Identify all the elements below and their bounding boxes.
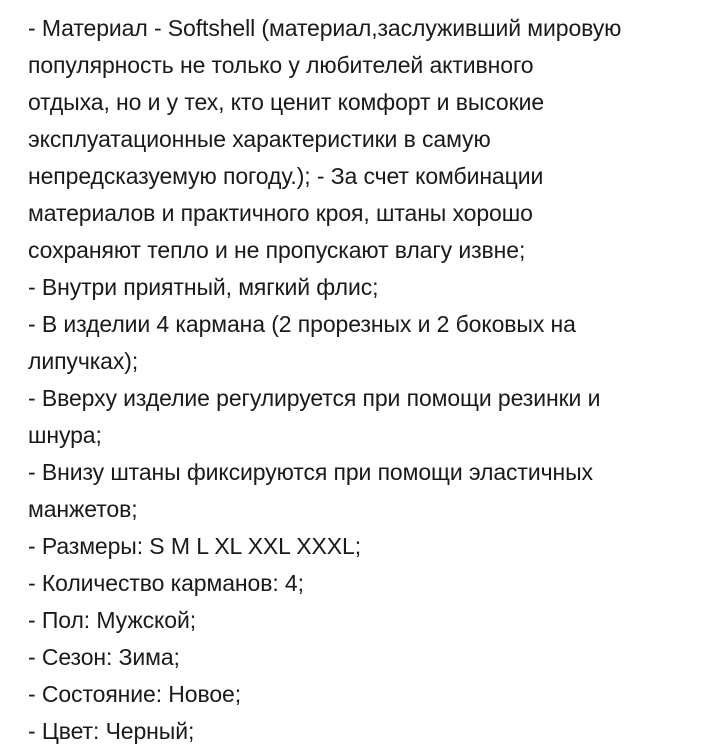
description-line: материалов и практичного кроя, штаны хорошо: [28, 200, 533, 226]
description-line: - Цвет: Черный;: [28, 718, 195, 744]
description-line: - Внутри приятный, мягкий флис;: [28, 274, 379, 300]
description-line: - Количество карманов: 4;: [28, 570, 304, 596]
description-line: непредсказуемую погоду.); - За счет комбинации: [28, 163, 544, 189]
description-line: сохраняют тепло и не пропускают влагу извне;: [28, 237, 526, 263]
description-line: - Размеры: S M L XL XXL XXXL;: [28, 533, 362, 559]
description-line: - Пол: Мужской;: [28, 607, 196, 633]
description-line: популярность не только у любителей активного: [28, 52, 534, 78]
description-line: - Внизу штаны фиксируются при помощи эластичных: [28, 459, 593, 485]
description-line: манжетов;: [28, 496, 138, 522]
description-line: - Вверху изделие регулируется при помощи резинки и: [28, 385, 601, 411]
description-line: липучках);: [28, 348, 139, 374]
description-line: эксплуатационные характеристики в самую: [28, 126, 491, 152]
description-line: отдыха, но и у тех, кто ценит комфорт и высокие: [28, 89, 545, 115]
description-line: - Материал - Softshell (материал,заслуживший мировую: [28, 15, 622, 41]
description-line: - Сезон: Зима;: [28, 644, 180, 670]
description-line: шнура;: [28, 422, 102, 448]
description-line: - Состояние: Новое;: [28, 681, 242, 707]
description-line: - В изделии 4 кармана (2 прорезных и 2 боковых на: [28, 311, 576, 337]
